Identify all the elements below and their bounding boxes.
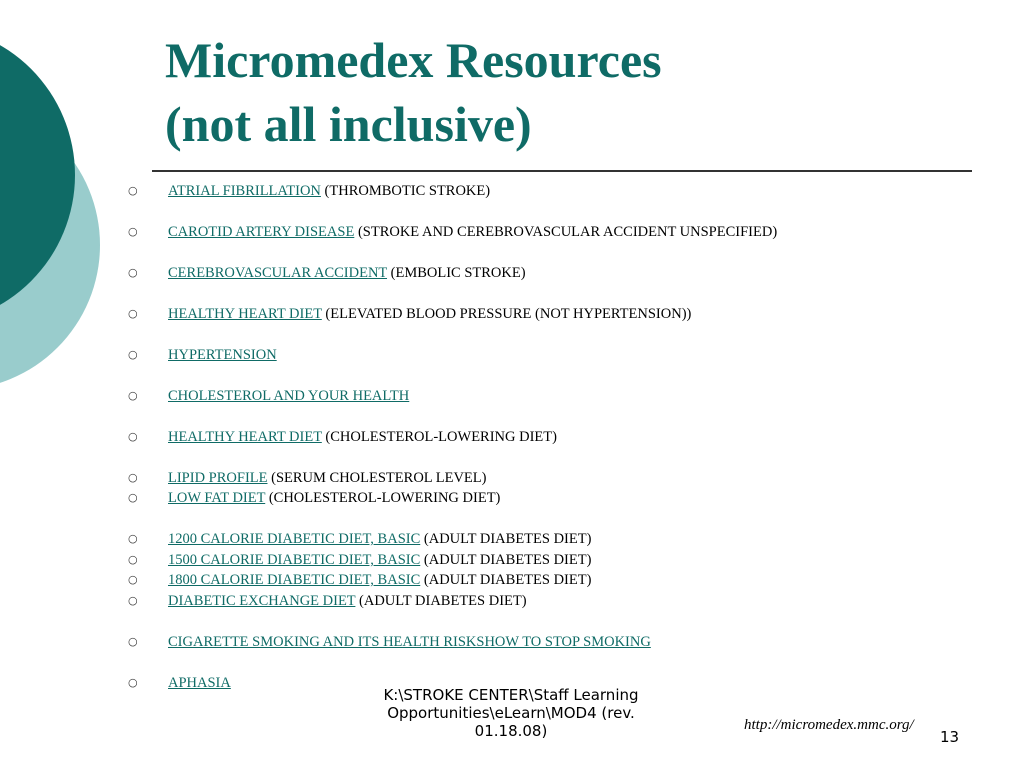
- footer-path-line-2: Opportunities\eLearn\MOD4 (rev.: [387, 704, 635, 722]
- bullet-circle-icon: ○: [128, 266, 138, 279]
- resource-note: (CHOLESTEROL-LOWERING DIET): [325, 429, 557, 445]
- resource-link[interactable]: 1200 CALORIE DIABETIC DIET, BASIC: [168, 531, 421, 547]
- resource-note: (ADULT DIABETES DIET): [423, 531, 592, 547]
- slide-title-line-2: (not all inclusive): [165, 96, 532, 152]
- resource-link[interactable]: 1800 CALORIE DIABETIC DIET, BASIC: [168, 572, 421, 588]
- resource-link[interactable]: HYPERTENSION: [168, 347, 277, 363]
- resource-note: (EMBOLIC STROKE): [390, 265, 526, 281]
- list-item: [128, 263, 526, 283]
- resource-note: (CHOLESTEROL-LOWERING DIET): [268, 490, 501, 506]
- list-item: [128, 570, 591, 590]
- resource-note: (STROKE AND CEREBROVASCULAR ACCIDENT UNSPECIFIED): [357, 224, 778, 240]
- bullet-circle-icon: ○: [128, 225, 138, 238]
- bullet-circle-icon: ○: [128, 635, 138, 648]
- bullet-circle-icon: ○: [128, 676, 138, 689]
- footer-url: http://micromedex.mmc.org/: [744, 717, 914, 733]
- resource-link[interactable]: 1500 CALORIE DIABETIC DIET, BASIC: [168, 552, 421, 568]
- resource-link[interactable]: CEREBROVASCULAR ACCIDENT: [168, 265, 388, 281]
- footer-path-line-3: 01.18.08): [474, 722, 548, 740]
- page-number: 13: [940, 728, 960, 746]
- resource-note: (SERUM CHOLESTEROL LEVEL): [271, 470, 487, 486]
- resource-link[interactable]: ATRIAL FIBRILLATION: [168, 183, 321, 199]
- list-item: [128, 591, 527, 611]
- bullet-circle-icon: ○: [128, 471, 138, 484]
- list-item: [128, 222, 777, 242]
- resource-link[interactable]: CAROTID ARTERY DISEASE: [168, 224, 355, 240]
- bullet-circle-icon: ○: [128, 553, 138, 566]
- resource-note: (THROMBOTIC STROKE): [324, 183, 491, 199]
- list-item: [128, 304, 691, 324]
- resource-link[interactable]: LOW FAT DIET: [168, 490, 266, 506]
- list-item: [128, 427, 557, 447]
- list-item: [128, 529, 591, 549]
- footer-path-line-1: K:\STROKE CENTER\Staff Learning: [383, 686, 639, 704]
- bullet-circle-icon: ○: [128, 430, 138, 443]
- slide-title-line-1: Micromedex Resources: [165, 32, 662, 88]
- resource-link[interactable]: HEALTHY HEART DIET: [168, 429, 322, 445]
- list-item: [128, 345, 277, 365]
- resource-note: (ADULT DIABETES DIET): [423, 572, 592, 588]
- bullet-circle-icon: ○: [128, 573, 138, 586]
- list-item: [128, 386, 409, 406]
- resource-link[interactable]: CIGARETTE SMOKING AND ITS HEALTH RISKSHOW TO STOP SMOKING: [168, 634, 651, 650]
- list-item: [128, 488, 500, 508]
- list-item: [128, 550, 591, 570]
- resource-note: (ELEVATED BLOOD PRESSURE (NOT HYPERTENSION)): [325, 306, 692, 322]
- bullet-circle-icon: ○: [128, 307, 138, 320]
- list-item: [128, 468, 486, 488]
- bullet-circle-icon: ○: [128, 348, 138, 361]
- list-item: [128, 181, 490, 201]
- list-item: [128, 673, 231, 693]
- footer-file-path: [350, 686, 672, 740]
- list-item: [128, 632, 651, 652]
- resource-link[interactable]: HEALTHY HEART DIET: [168, 306, 322, 322]
- resource-link[interactable]: CHOLESTEROL AND YOUR HEALTH: [168, 388, 410, 404]
- bullet-circle-icon: ○: [128, 491, 138, 504]
- bullet-circle-icon: ○: [128, 184, 138, 197]
- resource-link[interactable]: LIPID PROFILE: [168, 470, 268, 486]
- resource-note: (ADULT DIABETES DIET): [423, 552, 592, 568]
- bullet-circle-icon: ○: [128, 389, 138, 402]
- resource-link[interactable]: APHASIA: [168, 675, 231, 691]
- bullet-circle-icon: ○: [128, 594, 138, 607]
- resource-link[interactable]: DIABETIC EXCHANGE DIET: [168, 593, 356, 609]
- bullet-circle-icon: ○: [128, 532, 138, 545]
- resource-note: (ADULT DIABETES DIET): [359, 593, 527, 609]
